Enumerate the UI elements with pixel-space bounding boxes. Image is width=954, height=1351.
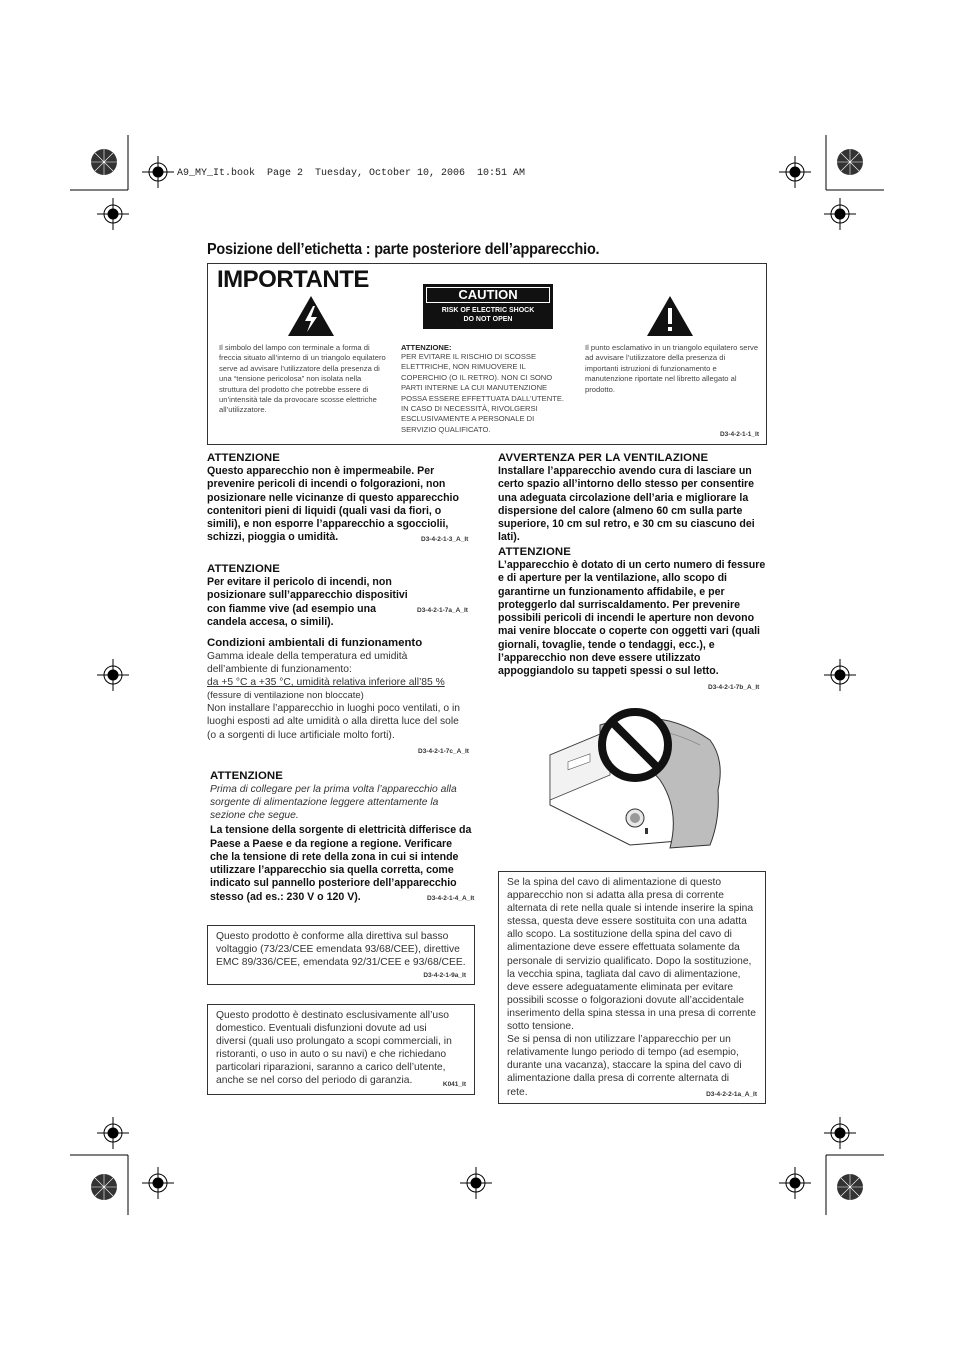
right-section-1 [498, 452, 766, 545]
domestic-use-box [207, 1004, 475, 1095]
left-section-4 [210, 770, 475, 904]
importante-title: IMPORTANTE [217, 266, 369, 293]
doc-code: D3-4-2-1-3_A_It [421, 536, 469, 543]
doc-code: K041_It [442, 1081, 466, 1088]
box-text: Questo prodotto è conforme alla direttiva sul basso voltaggio (73/23/CEE emendata 93/68/CEE), direttive EMC 89/336/CEE, emendata 92/31/CEE e 93/68/CEE. [216, 931, 466, 969]
section-title: Condizioni ambientali di funzionamento [207, 637, 423, 649]
section-text: L’apparecchio è dotato di un certo numero di fessure e di aperture per la ventilazione, allo scopo di garantirne un funzionamento affidabile, e per proteggerlo dal surriscaldamento. Per prevenire possibili pericoli di incendi le aperture non devono mai venire bloccate o coperte con oggetti vari (quali giornali, tovaglie, tende o tendaggi, ecc.), e l’apparecchio non deve essere utilizzato appoggiandolo su tappeti spessi o sul letto. [498, 559, 766, 678]
doc-code: D3-4-2-1-4_A_It [427, 895, 475, 902]
box-text: Questo prodotto è destinato esclusivamente all’uso domestico. Eventuali disfunzioni dovute ad usi diversi (quali uso prolungato a scopi commerciali, in ristoranti, o uso in auto o su navi) e che richiedano particolari riparazioni, saranno a carico dell’utente, anche se nel corso del periodo di garanzia. [216, 1010, 452, 1087]
label-heading: Posizione dell’etichetta : parte posteriore dell’apparecchio. [207, 241, 600, 258]
doc-code: D3-4-2-1-7a_A_It [417, 607, 468, 614]
section-text: La tensione della sorgente di elettricità differisce da Paese a Paese e da regione a regione. Verificare che la tensione di rete della zona in cui si intende utilizzare l’apparecchio sia quella corretta, come indicato sul pannello posteriore dell’apparecchio stesso (ad es.: 230 V o 120 V). [210, 824, 472, 903]
section-title: AVVERTENZA PER LA VENTILAZIONE [498, 452, 709, 464]
section-text: Per evitare il pericolo di incendi, non posizionare sull’apparecchio dispositivi con fiamme vive (ad esempio una candela accesa, o simili). [207, 576, 408, 628]
caution-label [423, 284, 553, 329]
section-title: ATTENZIONE [207, 452, 280, 464]
section-title: ATTENZIONE [207, 563, 280, 575]
doc-code: D3-4-2-2-1a_A_It [706, 1091, 757, 1098]
section-title: ATTENZIONE [498, 546, 571, 558]
lightning-warning-icon [286, 294, 336, 338]
conformity-box [207, 925, 475, 985]
section-text: Gamma ideale della temperatura ed umidità dell’ambiente di funzionamento: [207, 651, 408, 676]
importante-box [207, 263, 767, 445]
exclamation-warning-icon [645, 294, 695, 338]
right-section-2 [498, 546, 766, 679]
left-column [207, 452, 475, 545]
print-header: A9_MY_It.book Page 2 Tuesday, October 10, 2006 10:51 AM [177, 168, 526, 179]
caution-subtitle: RISK OF ELECTRIC SHOCK DO NOT OPEN [441, 307, 535, 323]
doc-code: D3-4-2-1-9a_It [423, 972, 466, 979]
left-section-2 [207, 563, 475, 629]
attenzione-label-title: ATTENZIONE: [401, 343, 452, 352]
section-title: ATTENZIONE [210, 770, 283, 782]
temperature-range: da +5 °C a +35 °C, umidità relativa inferiore all’85 % [207, 677, 445, 689]
doc-code: D3-4-2-1-7b_A_It [708, 684, 760, 691]
caution-title: CAUTION [426, 287, 550, 303]
left-section-3 [207, 637, 469, 742]
doc-code: D3-4-2-1-1_It [719, 431, 759, 438]
section-text: Questo apparecchio non è impermeabile. Per prevenire pericoli di incendi o folgorazioni, non posizionare nelle vicinanze di questo apparecchio contenitori pieni di liquidi (quali vasi da fiori, o simili), e non esporre l’apparecchio a sgocciolii, schizzi, pioggia o umidità. [207, 465, 459, 544]
covered-device-prohibited-illustration [540, 700, 740, 850]
box-text: Se si pensa di non utilizzare l’apparecchio per un relativamente lungo periodo di tempo (ad esempio, durante una vacanza), staccare la spina del cavo di alimentazione dalla presa di corrente alternata di rete. [507, 1034, 742, 1098]
section-text: Non installare l’apparecchio in luoghi poco ventilati, o in luoghi esposti ad alte umidità o alla diretta luce del sole (o a sorgenti di luce artificiale molto forti). [207, 703, 460, 741]
box-text: Se la spina del cavo di alimentazione di questo apparecchio non si adatta alla presa di corrente alternata di rete nella quale si intende inserire la spina stessa, questa deve essere sostituita con una adatta allo scopo. La sostituzione della spina del cavo di alimentazione deve essere effettuata solamente da personale di servizio qualificato. Dopo la sostituzione, la vecchia spina, tagliata dal cavo di alimentazione, deve essere adeguatamente eliminata per evitare possibili scosse o folgorazioni dovute all’accidentale inserimento della spina stessa in una presa di corrente sotto tensione. [507, 877, 756, 1033]
attenzione-label-text: PER EVITARE IL RISCHIO DI SCOSSE ELETTRICHE, NON RIMUOVERE IL COPERCHIO (O IL RETRO). NON CI SONO PARTI INTERNE LA CUI MANUTENZIONE POSSA ESSERE EFFETTUATA DALL’UTENTE. IN CASO DI NECESSITÀ, RIVOLGERSI ESCLUSIVAMENTE A PERSONALE DI SERVIZIO QUALIFICATO. [401, 352, 565, 434]
section-note: (fessure di ventilazione non bloccate) [207, 690, 364, 702]
exclamation-description: Il punto esclamativo in un triangolo equilatero serve ad avvisare l’utilizzatore della presenza di importanti istruzioni di funzionamento e manutenzione riportate nel libretto allegato al prodotto. [585, 343, 759, 394]
doc-code: D3-4-2-1-7c_A_It [418, 748, 469, 755]
lightning-description: Il simbolo del lampo con terminale a forma di freccia situato all’interno di un triangolo equilatero serve ad avvisare l’utilizzatore della presenza di una “tensione pericolosa” non isolata nella struttura del prodotto che potrebbe essere di un’intensità tale da provocare scosse elettriche all’utilizzatore. [219, 343, 386, 415]
section-italic: Prima di collegare per la prima volta l’apparecchio alla sorgente di alimentazione leggere attentamente la sezione che segue. [210, 784, 457, 822]
plug-replacement-box [498, 871, 766, 1104]
section-text: Installare l’apparecchio avendo cura di lasciare un certo spazio all’intorno dello stesso per consentire una adeguata circolazione dell’aria e migliorare la dispersione del calore (almeno 60 cm sulla parte superiore, 10 cm sul retro, e 30 cm su ciascuno dei lati). [498, 465, 755, 544]
